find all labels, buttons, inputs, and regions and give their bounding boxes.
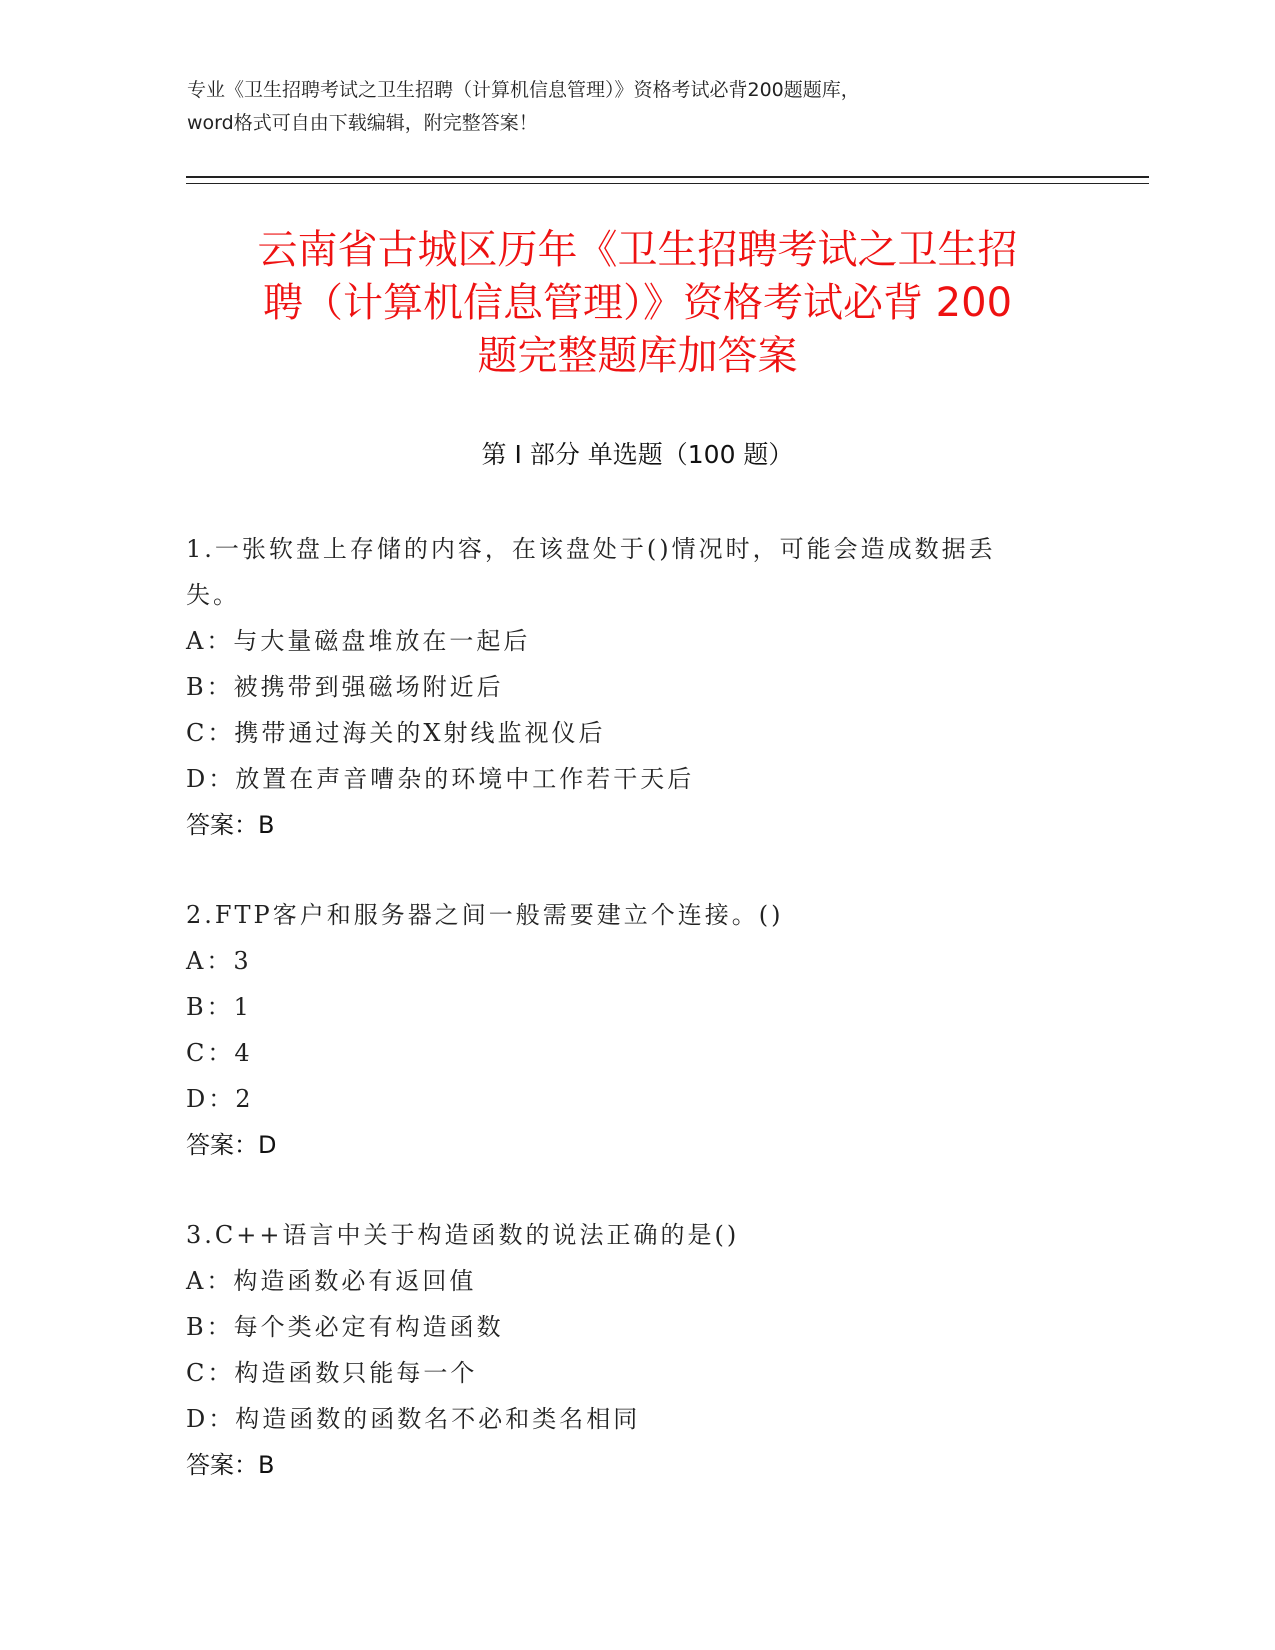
question-3 xyxy=(186,1212,1066,1488)
option-a: A：与大量磁盘堆放在一起后 xyxy=(186,627,531,655)
question-stem: 1.一张软盘上存储的内容，在该盘处于()情况时，可能会造成数据丢 xyxy=(186,535,996,563)
document-title-line2: 聘（计算机信息管理）》资格考试必背 200 xyxy=(262,280,1013,326)
question-1 xyxy=(186,526,1066,848)
section-title: 第 I 部分 单选题（100 题） xyxy=(481,440,794,469)
answer: 答案：D xyxy=(186,1131,277,1159)
question-2 xyxy=(186,892,1066,1168)
answer: 答案：B xyxy=(186,811,275,839)
header-note-line1: 专业《卫生招聘考试之卫生招聘（计算机信息管理）》资格考试必背200题题库， xyxy=(187,79,860,101)
document-title-line1: 云南省古城区历年《卫生招聘考试之卫生招 xyxy=(257,227,1018,273)
option-a: A：构造函数必有返回值 xyxy=(186,1267,477,1295)
question-stem-continued: 失。 xyxy=(186,581,240,609)
option-c: C：构造函数只能每一个 xyxy=(186,1359,478,1387)
answer: 答案：B xyxy=(186,1451,275,1479)
question-list xyxy=(186,526,1066,1532)
option-d: D：放置在声音嘈杂的环境中工作若干天后 xyxy=(186,765,695,793)
header-note xyxy=(187,74,1087,140)
header-divider-thick xyxy=(186,176,1149,178)
question-stem: 3.C++语言中关于构造函数的说法正确的是() xyxy=(186,1221,740,1249)
option-b: B：1 xyxy=(186,993,252,1021)
document-title xyxy=(160,224,1115,383)
option-c: C：携带通过海关的X射线监视仪后 xyxy=(186,719,606,747)
question-stem: 2.FTP客户和服务器之间一般需要建立个连接。() xyxy=(186,901,784,929)
option-b: B：每个类必定有构造函数 xyxy=(186,1313,504,1341)
option-d: D：2 xyxy=(186,1085,254,1113)
option-a: A：3 xyxy=(186,947,252,975)
option-d: D：构造函数的函数名不必和类名相同 xyxy=(186,1405,641,1433)
document-title-line3: 题完整题库加答案 xyxy=(477,333,798,379)
header-divider-thin xyxy=(186,183,1149,184)
option-b: B：被携带到强磁场附近后 xyxy=(186,673,504,701)
header-note-line2: word格式可自由下载编辑，附完整答案！ xyxy=(187,112,538,134)
option-c: C：4 xyxy=(186,1039,253,1067)
